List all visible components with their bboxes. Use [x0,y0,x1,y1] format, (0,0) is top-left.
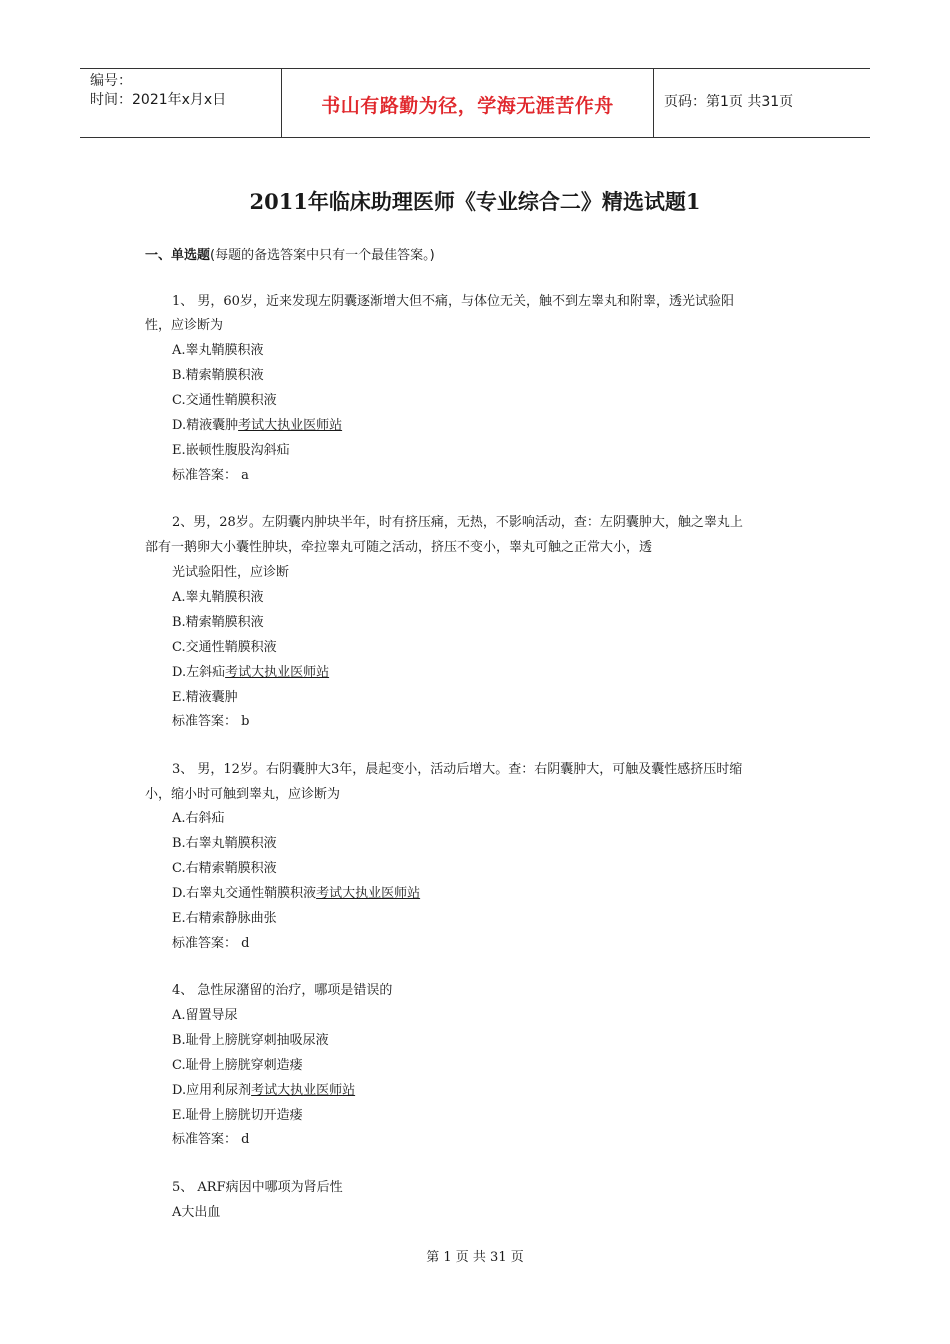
question-2-line-1: 2、男，28岁。左阴囊内肿块半年，时有挤压痛，无热，不影响活动，查：左阴囊肿大，触之睾丸上 [172,515,743,530]
question-5-line-1: 5、 ARF病因中哪项为肾后性 [172,1180,343,1195]
header-left-cell [80,69,282,137]
header-middle-cell [282,69,654,137]
header-right-cell [654,69,870,137]
question-1-option-e: E.嵌顿性腹股沟斜疝 [172,443,290,458]
question-3-option-e: E.右精索静脉曲张 [172,911,277,926]
question-1-option-a: A.睾丸鞘膜积液 [172,343,264,358]
question-4-line-1: 4、 急性尿潴留的治疗，哪项是错误的 [172,983,393,998]
question-4-answer: 标准答案： d [172,1132,250,1147]
question-1-option-d-text: D.精液囊肿 [172,418,239,433]
question-2-option-d-text: D.左斜疝 [172,665,226,680]
question-4-option-a: A.留置导尿 [172,1008,238,1023]
question-3-option-a: A.右斜疝 [172,811,225,826]
question-2-option-d [172,664,329,682]
question-4-option-d-text: D.应用利尿剂 [172,1083,252,1098]
question-2-option-a: A.睾丸鞘膜积液 [172,590,264,605]
section-heading [145,244,435,263]
section-label: 一、单选题 [145,248,211,263]
question-2-line-3: 光试验阳性，应诊断 [172,565,290,580]
question-1-line-2: 性，应诊断为 [145,318,224,333]
question-3-option-c: C.右精索鞘膜积液 [172,861,277,876]
page-footer: 第 1 页 共 31 页 [426,1250,524,1265]
question-4-option-b: B.耻骨上膀胱穿刺抽吸尿液 [172,1033,329,1048]
header-motto: 书山有路勤为径，学海无涯苦作舟 [321,95,614,117]
question-4-option-c: C.耻骨上膀胱穿刺造瘘 [172,1058,303,1073]
question-2-answer: 标准答案： b [172,714,250,729]
question-3-option-d [172,885,420,903]
header-page-label: 页码：第1页 共31页 [664,94,794,110]
question-3-site-link[interactable]: 考试大执业医师站 [316,886,421,901]
question-1-option-d [172,417,342,435]
question-3-answer: 标准答案： d [172,936,250,951]
question-1-line-1: 1、 男，60岁，近来发现左阴囊逐渐增大但不痛，与体位无关，触不到左睾丸和附睾，透光试验阳 [172,294,734,309]
document-time-label: 时间：2021年x月x日 [90,92,227,108]
question-2-option-e: E.精液囊肿 [172,690,238,705]
question-1-option-c: C.交通性鞘膜积液 [172,393,277,408]
page-header [80,68,870,138]
question-3-option-b: B.右睾丸鞘膜积液 [172,836,277,851]
section-note: (每题的备选答案中只有一个最佳答案。) [210,248,435,263]
question-2-site-link[interactable]: 考试大执业医师站 [225,665,330,680]
document-number-label: 编号： [90,73,132,89]
question-3-line-2: 小，缩小时可触到睾丸，应诊断为 [145,787,341,802]
question-1-answer: 标准答案： a [172,468,249,483]
question-1-option-b: B.精索鞘膜积液 [172,368,264,383]
question-4-site-link[interactable]: 考试大执业医师站 [251,1083,356,1098]
question-4-option-d [172,1082,355,1100]
question-5-option-a: A大出血 [172,1205,221,1220]
question-3-option-d-text: D.右睾丸交通性鞘膜积液 [172,886,317,901]
question-2-option-b: B.精索鞘膜积液 [172,615,264,630]
question-4-option-e: E.耻骨上膀胱切开造瘘 [172,1108,303,1123]
document-title: 2011年临床助理医师《专业综合二》精选试题1 [249,189,701,214]
question-1-site-link[interactable]: 考试大执业医师站 [238,418,343,433]
question-2-line-2: 部有一鹅卵大小囊性肿块，牵拉睾丸可随之活动，挤压不变小，睾丸可触之正常大小，透 [145,540,653,555]
question-3-line-1: 3、 男，12岁。右阴囊肿大3年，晨起变小，活动后增大。查：右阴囊肿大，可触及囊性感挤压时缩 [172,762,743,777]
question-2-option-c: C.交通性鞘膜积液 [172,640,277,655]
